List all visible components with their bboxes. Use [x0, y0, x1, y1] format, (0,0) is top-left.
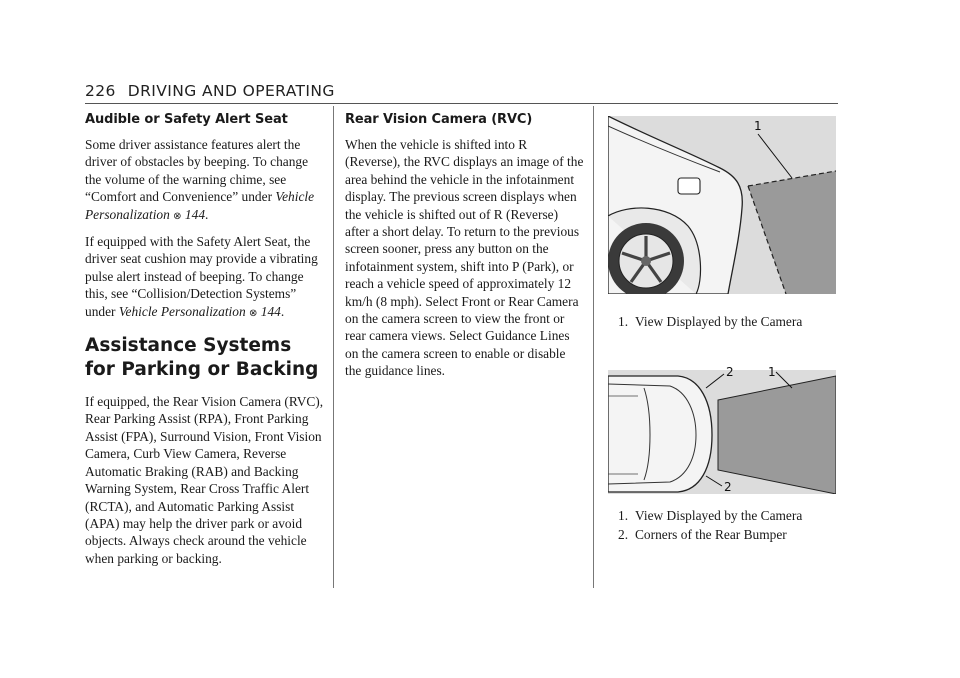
column-left — [85, 111, 325, 575]
page-ref-number[interactable]: 144 — [184, 206, 206, 222]
callout-2-top: 2 — [726, 365, 734, 379]
wheel-hub — [641, 256, 651, 266]
column-divider-1 — [333, 106, 334, 588]
caption-number: 1. — [618, 314, 629, 329]
callout-1: 1 — [754, 119, 762, 133]
paragraph-safety-seat: If equipped with the Safety Alert Seat, the driver seat cushion may provide a vibrating pulse alert instead of beeping. To change this, see “Collision/Detection Systems” under Vehicle Personalization ⊗ 144. — [85, 234, 318, 319]
heading-assistance-systems: Assistance Systems for Parking or Backing — [85, 335, 319, 381]
page-number: 226 — [85, 82, 116, 100]
page-ref-icon: ⊗ — [249, 307, 258, 319]
heading-rvc: Rear Vision Camera (RVC) — [345, 112, 533, 127]
figure-2-caption — [618, 507, 838, 546]
page-header — [85, 82, 335, 100]
callout-2-bottom: 2 — [724, 480, 732, 494]
section-title: DRIVING AND OPERATING — [127, 82, 335, 100]
caption-item: 1. View Displayed by the Camera — [618, 508, 803, 523]
caption-text: View Displayed by the Camera — [635, 314, 803, 329]
link-vehicle-personalization[interactable]: Vehicle Personalization — [85, 189, 315, 222]
top-down-camera-view-illustration — [608, 362, 836, 494]
figure-1-caption — [618, 313, 838, 330]
paragraph-alert-volume: Some driver assistance features alert the driver of obstacles by beeping. To change the volume of the warning chime, see “Comfort and Convenience” under Vehicle Personalization ⊗ 144. — [85, 137, 315, 222]
column-middle — [345, 111, 585, 388]
page-ref-icon: ⊗ — [173, 210, 182, 222]
paragraph-assistance: If equipped, the Rear Vision Camera (RVC), Rear Parking Assist (RPA), Front Parking Assist (FPA), Surround Vision, Front Vision Camera, Curb View Camera, Reverse Automatic Braking (RAB) and Backing Warning System, Rear Cross Traffic Alert (RCTA), and Automatic Parking Assist (APA) may help the driver park or avoid objects. Always check around the vehicle when parking or backing. — [85, 394, 324, 566]
caption-item: 2. Corners of the Rear Bumper — [618, 527, 787, 543]
heading-alert-seat: Audible or Safety Alert Seat — [85, 112, 288, 127]
page-ref-number[interactable]: 144 — [260, 303, 281, 319]
link-vehicle-personalization-2[interactable]: Vehicle Personalization — [118, 303, 246, 319]
header-rule — [85, 103, 838, 104]
rear-camera-view-illustration — [608, 116, 836, 294]
fuel-door — [678, 178, 700, 194]
paragraph-rvc: When the vehicle is shifted into R (Reverse), the RVC displays an image of the area behind the vehicle in the infotainment display. The previous screen displays when the vehicle is shifted out of R (Reverse) after a short delay. To return to the previous screen sooner, press any button on the infotainment system, shift into P (Park), or reach a vehicle speed of approximately 12 km/h (8 mph). Select Front or Rear Camera on the camera screen to view the front or rear camera views. Select Guidance Lines on the camera screen to enable or disable the guidance lines. — [345, 137, 584, 379]
column-divider-2 — [593, 106, 594, 588]
callout-1: 1 — [768, 365, 776, 379]
